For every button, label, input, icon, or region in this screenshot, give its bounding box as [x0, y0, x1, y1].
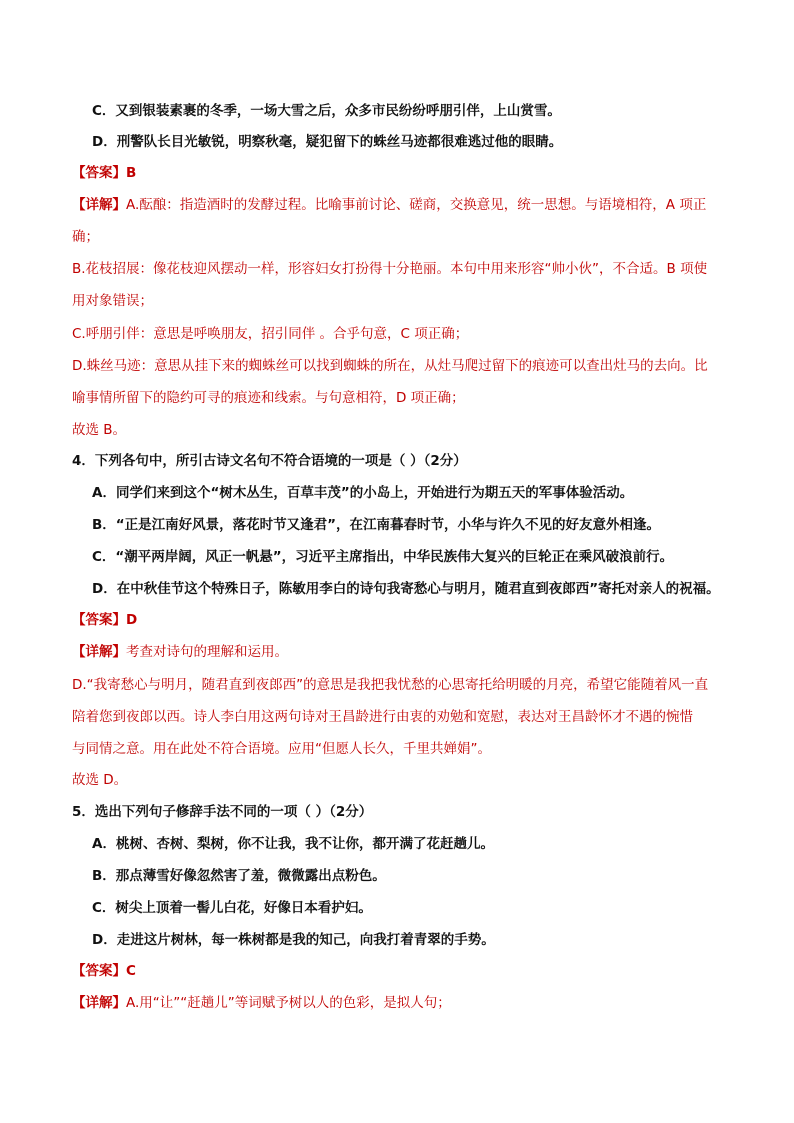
q3-detail-line-4: 用对象错误；	[72, 293, 153, 309]
q4-detail-line-3: 与同情之意。用在此处不符合语境。应用“但愿人长久，千里共婵娟”。	[72, 741, 491, 757]
q5-option-d: D．走进这片树林，每一株树都是我的知己，向我打着青翠的手势。	[92, 932, 495, 948]
q3-conclusion: 故选 B。	[72, 422, 127, 438]
q3-detail-line-2: 确；	[72, 229, 99, 245]
q3-detail-line-3: B.花枝招展：像花枝迎风摆动一样，形容妇女打扮得十分艳丽。本句中用来形容“帅小伙”，不合适。B 项使	[72, 261, 708, 277]
q4-detail-intro-line	[72, 643, 288, 661]
q4-question: 4．下列各句中，所引古诗文名句不符合语境的一项是（ ）（2分）	[72, 453, 467, 469]
q5-question: 5．选出下列句子修辞手法不同的一项（ ）（2分）	[72, 804, 373, 820]
detail-tag: 【详解】	[72, 644, 126, 660]
q3-detail-line-5: C.呼朋引伴：意思是呼唤朋友，招引同伴 。合乎句意，C 项正确；	[72, 326, 469, 342]
detail-text: A.酝酿：指造酒时的发酵过程。比喻事前讨论、磋商，交换意见，统一思想。与语境相符，A 项正	[126, 197, 707, 213]
q5-option-a: A．桃树、杏树、梨树，你不让我，我不让你，都开满了花赶趟儿。	[92, 836, 494, 852]
q4-option-b: B．“正是江南好风景，落花时节又逢君”，在江南暮春时节，小华与许久不见的好友意外相逢。	[92, 517, 661, 533]
q5-answer-line	[72, 962, 136, 980]
q5-option-c: C．树尖上顶着一髻儿白花，好像日本看护妇。	[92, 900, 372, 916]
detail-text: A.用“让”“赶趟儿”等词赋予树以人的色彩，是拟人句；	[126, 995, 451, 1011]
q4-detail-line-2: 陪着您到夜郎以西。诗人李白用这两句诗对王昌龄进行由衷的劝勉和宽慰，表达对王昌龄怀才不遇的惋惜	[72, 709, 693, 725]
q4-answer-line	[72, 611, 137, 629]
q4-option-a: A．同学们来到这个“树木丛生，百草丰茂”的小岛上，开始进行为期五天的军事体验活动。	[92, 485, 634, 501]
q3-detail-line-1	[72, 196, 706, 214]
answer-tag: 【答案】	[72, 612, 126, 628]
answer-tag: 【答案】	[72, 165, 126, 181]
detail-tag: 【详解】	[72, 197, 126, 213]
q4-option-c: C．“潮平两岸阔，风正一帆悬”，习近平主席指出，中华民族伟大复兴的巨轮正在乘风破浪前行。	[92, 549, 674, 565]
q5-option-b: B．那点薄雪好像忽然害了羞，微微露出点粉色。	[92, 868, 386, 884]
answer-value: C	[126, 963, 136, 979]
answer-value: B	[126, 165, 137, 181]
answer-value: D	[126, 612, 138, 628]
detail-tag: 【详解】	[72, 995, 126, 1011]
q4-conclusion: 故选 D。	[72, 772, 128, 788]
q4-detail-line-1: D.“我寄愁心与明月，随君直到夜郎西”的意思是我把我忧愁的心思寄托给明暖的月亮，希望它能随着风一直	[72, 677, 709, 693]
q5-detail-line-1	[72, 994, 451, 1012]
q3-detail-line-6: D.蛛丝马迹：意思从挂下来的蜘蛛丝可以找到蜘蛛的所在，从灶马爬过留下的痕迹可以查出灶马的去向。比	[72, 358, 708, 374]
detail-text: 考查对诗句的理解和运用。	[126, 644, 288, 660]
q3-answer-line	[72, 164, 136, 182]
q4-option-d: D．在中秋佳节这个特殊日子，陈敏用李白的诗句我寄愁心与明月，随君直到夜郎西”寄托对亲人的祝福。	[92, 581, 720, 597]
q3-detail-line-7: 喻事情所留下的隐约可寻的痕迹和线索。与句意相符，D 项正确；	[72, 390, 465, 406]
q3-option-d: D．刑警队长目光敏锐，明察秋毫，疑犯留下的蛛丝马迹都很难逃过他的眼睛。	[92, 134, 563, 150]
answer-tag: 【答案】	[72, 963, 126, 979]
q3-option-c: C．又到银装素裹的冬季，一场大雪之后，众多市民纷纷呼朋引伴，上山赏雪。	[92, 103, 561, 119]
